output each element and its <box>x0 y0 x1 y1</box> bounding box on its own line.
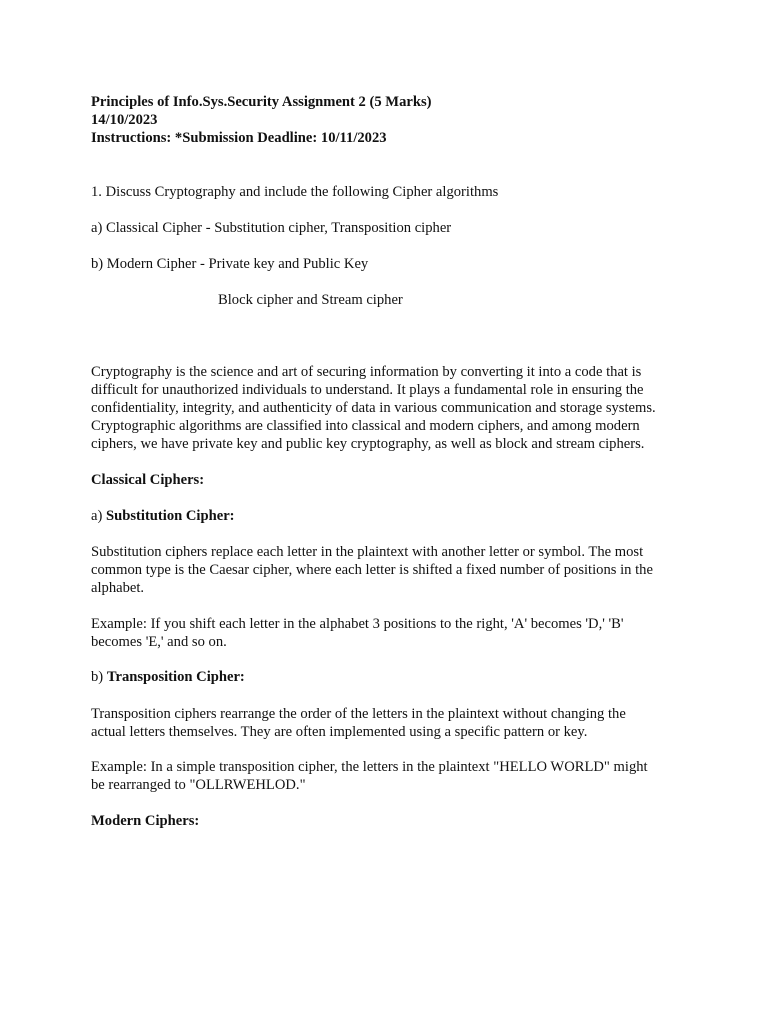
classical-ciphers-heading: Classical Ciphers: <box>91 472 205 488</box>
modern-ciphers-heading: Modern Ciphers: <box>91 813 200 829</box>
substitution-line-3: alphabet. <box>91 580 145 596</box>
substitution-heading-line <box>91 507 235 525</box>
transposition-line-1: Transposition ciphers rearrange the order of the letters in the plaintext without changing the <box>91 706 626 722</box>
transposition-line-2: actual letters themselves. They are often implemented using a specific pattern or key. <box>91 724 588 740</box>
intro-line-1: Cryptography is the science and art of securing information by converting it into a code that is <box>91 364 642 380</box>
intro-line-4: Cryptographic algorithms are classified into classical and modern ciphers, and among modern <box>91 418 640 434</box>
substitution-example-2: becomes 'E,' and so on. <box>91 634 227 650</box>
substitution-cipher-heading: Substitution Cipher: <box>106 508 235 524</box>
substitution-line-2: common type is the Caesar cipher, where each letter is shifted a fixed number of positions in the <box>91 562 653 578</box>
assignment-title: Principles of Info.Sys.Security Assignment 2 (5 Marks) <box>91 94 432 110</box>
transposition-example-2: be rearranged to "OLLRWEHLOD." <box>91 777 306 793</box>
question-part-b: b) Modern Cipher - Private key and Public Key <box>91 256 369 272</box>
question-part-a: a) Classical Cipher - Substitution cipher, Transposition cipher <box>91 220 452 236</box>
substitution-line-1: Substitution ciphers replace each letter in the plaintext with another letter or symbol. The most <box>91 544 644 560</box>
substitution-example-1: Example: If you shift each letter in the alphabet 3 positions to the right, 'A' becomes 'D,' 'B' <box>91 616 624 632</box>
intro-line-5: ciphers, we have private key and public key cryptography, as well as block and stream ciphers. <box>91 436 645 452</box>
submission-instructions: Instructions: *Submission Deadline: 10/11/2023 <box>91 130 387 146</box>
intro-line-2: difficult for unauthorized individuals to understand. It plays a fundamental role in ensuring the <box>91 382 644 398</box>
intro-line-3: confidentiality, integrity, and authenticity of data in various communication and storage systems. <box>91 400 656 416</box>
transposition-cipher-heading: Transposition Cipher: <box>106 669 245 685</box>
question-part-b-continued: Block cipher and Stream cipher <box>218 292 403 308</box>
substitution-prefix: a) <box>91 508 106 524</box>
transposition-example-1: Example: In a simple transposition cipher, the letters in the plaintext "HELLO WORLD" might <box>91 759 648 775</box>
assignment-date: 14/10/2023 <box>91 112 158 128</box>
transposition-prefix: b) <box>91 669 107 685</box>
question-prompt: 1. Discuss Cryptography and include the following Cipher algorithms <box>91 184 499 200</box>
transposition-heading-line <box>91 668 245 686</box>
